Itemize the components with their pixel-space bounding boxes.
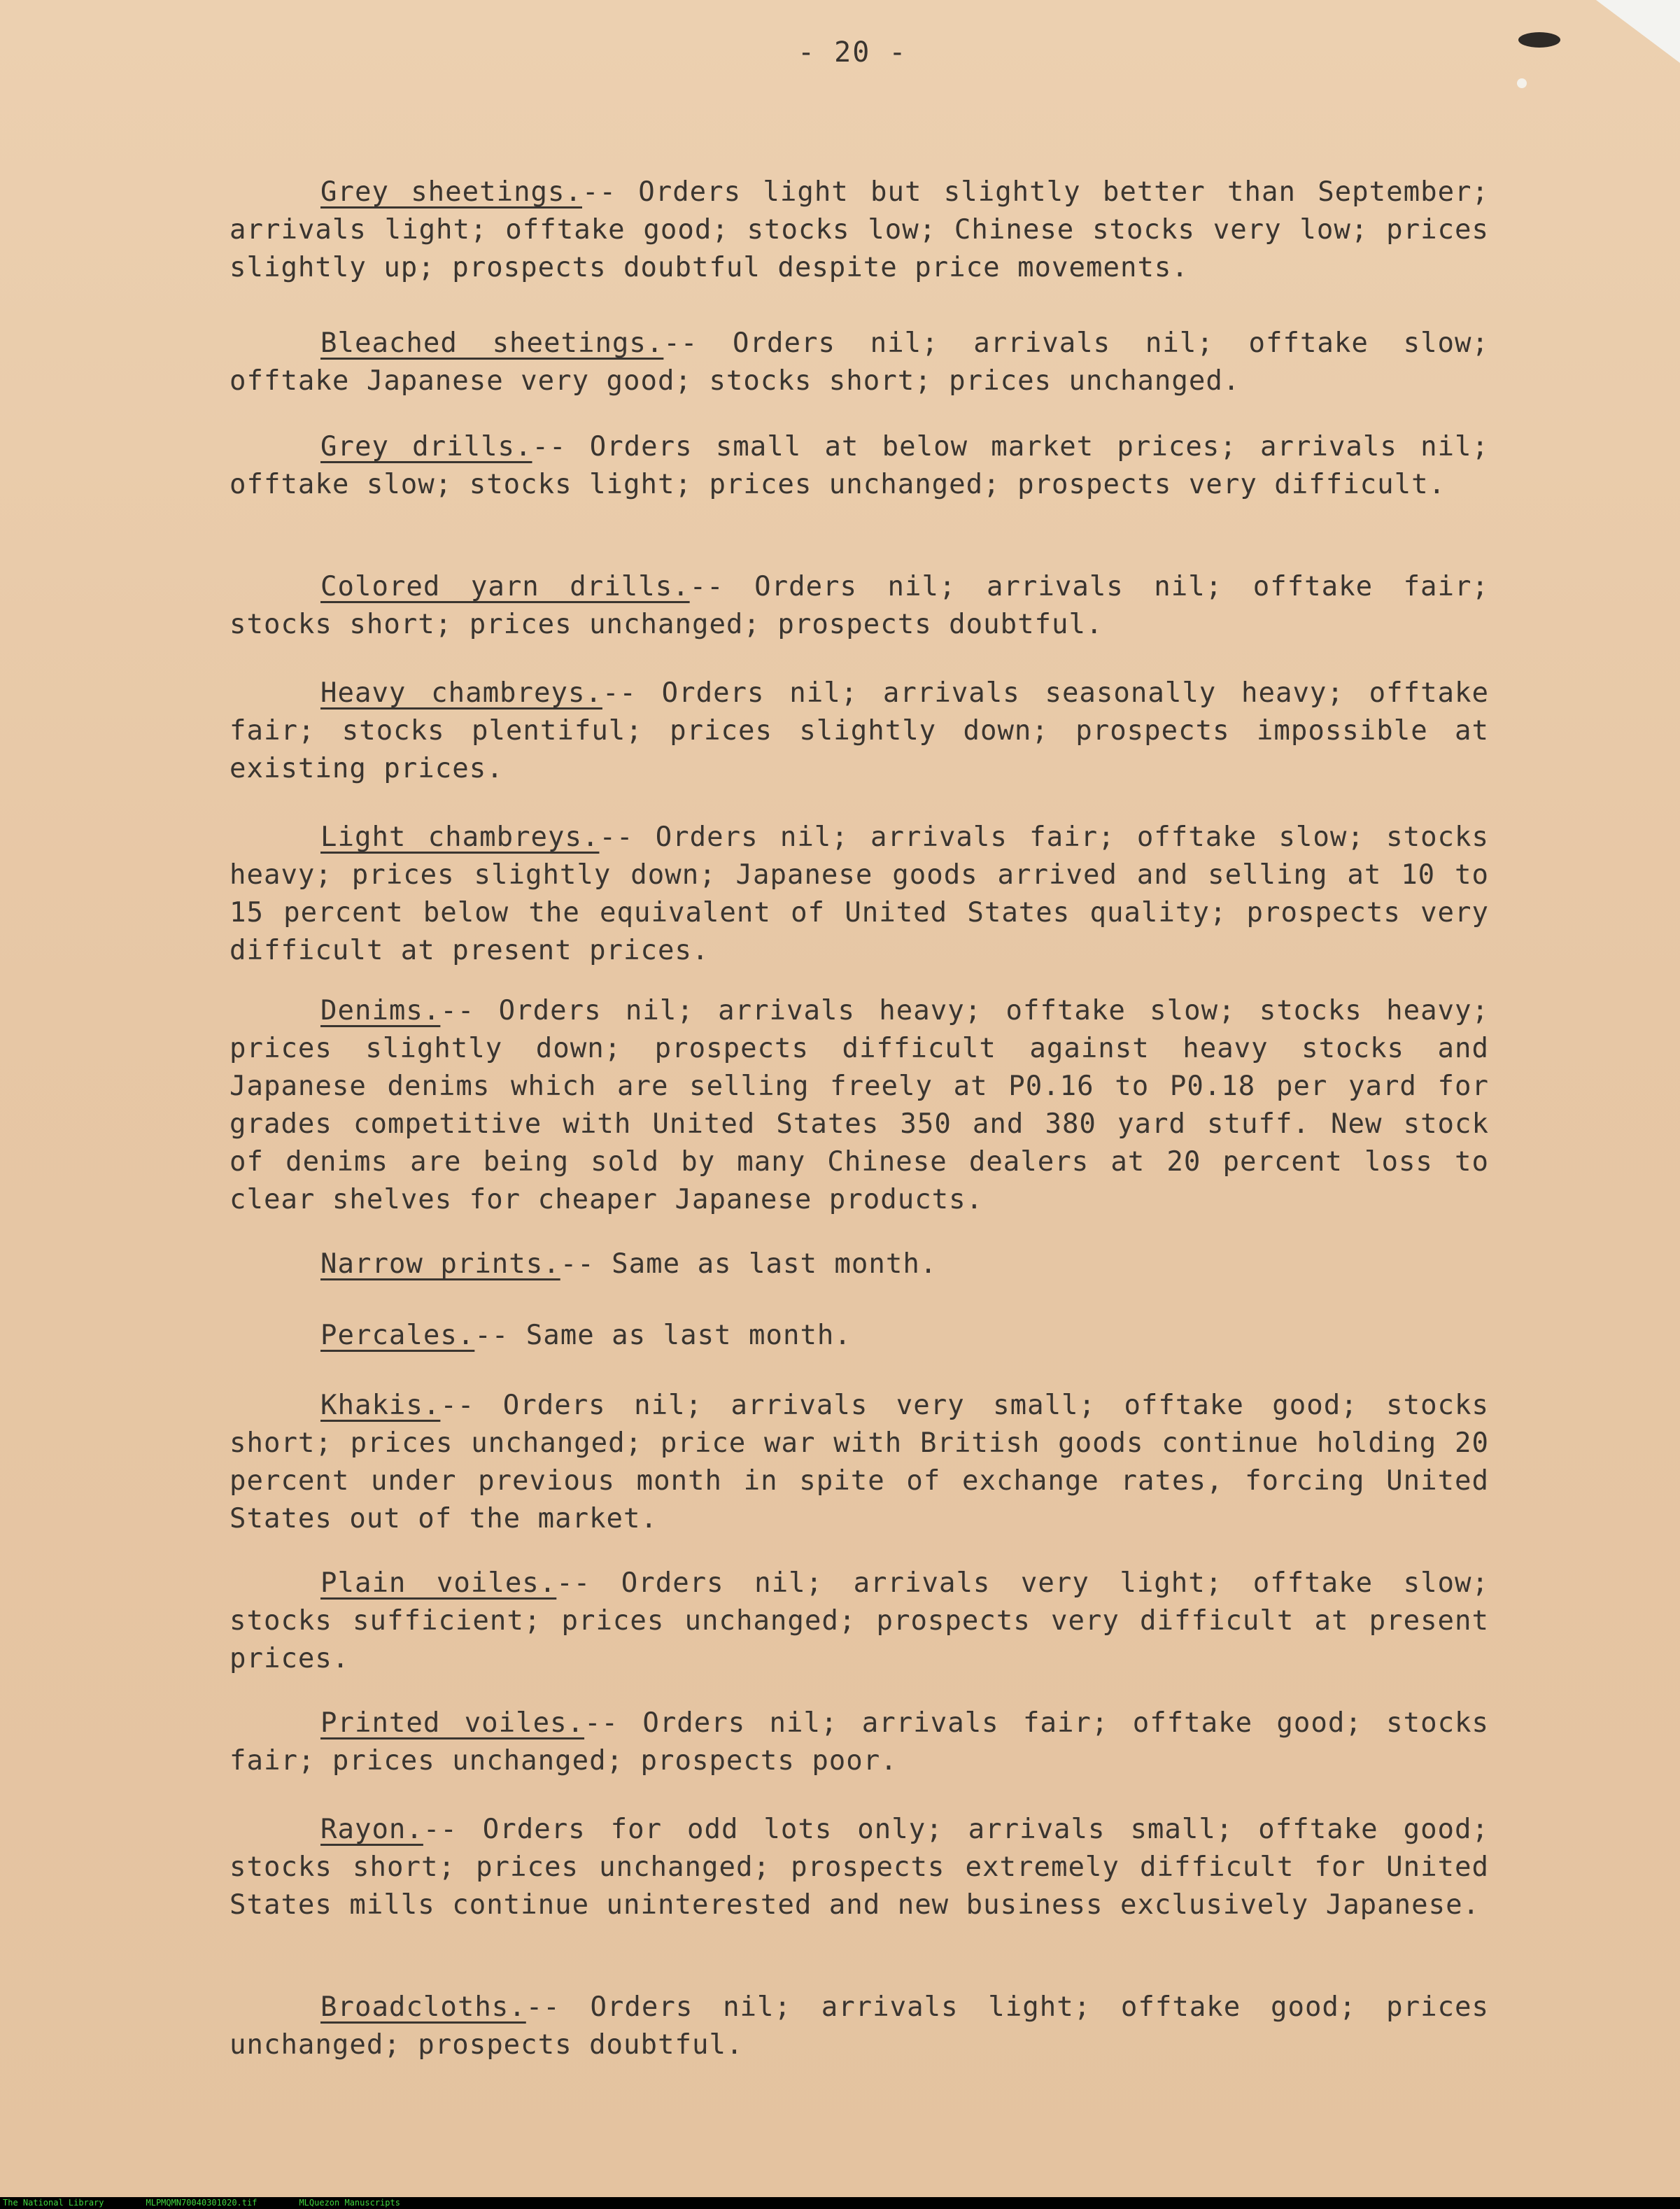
entry-text: -- Same as last month. (560, 1248, 938, 1280)
entry-text: -- Orders nil; arrivals nil; offtake fair; stocks short; prices unchanged; prospects doubtful. (230, 571, 1489, 640)
entry-heading: Light chambreys. (320, 821, 600, 853)
page-number: - 20 - (798, 36, 908, 69)
ink-blot (1518, 32, 1560, 48)
entry-heading: Colored yarn drills. (320, 571, 690, 602)
entry-narrow-prints (230, 1245, 1489, 1283)
entry-colored-yarn-drills (230, 568, 1489, 644)
entry-text: -- Orders nil; arrivals fair; offtake good; stocks fair; prices unchanged; prospects poor. (230, 1707, 1490, 1777)
entry-plain-voiles (230, 1565, 1489, 1678)
entry-text: -- Orders small at below market prices; arrivals nil; offtake slow; stocks light; prices unchanged; prospects very difficult. (230, 431, 1489, 500)
entry-heading: Broadcloths. (320, 1991, 526, 2023)
ink-blot (1517, 78, 1527, 88)
entry-rayon (230, 1811, 1489, 1924)
entry-light-chambreys (230, 819, 1489, 970)
entry-heading: Grey drills. (320, 431, 532, 463)
entry-heading: Denims. (320, 995, 441, 1026)
scan-footer (0, 2197, 1680, 2209)
entry-heading: Khakis. (320, 1390, 441, 1421)
footer-library: The National Library (3, 2198, 104, 2208)
entry-heavy-chambreys (230, 675, 1489, 788)
entry-text: -- Orders nil; arrivals nil; offtake slow; offtake Japanese very good; stocks short; prices unchanged. (230, 327, 1489, 397)
entry-text: -- Orders nil; arrivals very small; offtake good; stocks short; prices unchanged; price war with British goods continue holding 20 percent under previous month in spite of exchange rates, forcing United States out of the market. (230, 1390, 1489, 1534)
entry-text: -- Orders nil; arrivals fair; offtake slow; stocks heavy; prices slightly down; Japanese goods arrived and selling at 10 to 15 percent below the equivalent of United States quality; prospects very difficult at present prices. (230, 821, 1489, 966)
entry-text: -- Orders nil; arrivals seasonally heavy; offtake fair; stocks plentiful; prices slightly down; prospects impossible at existing prices. (230, 677, 1489, 784)
entry-printed-voiles (230, 1705, 1489, 1780)
entry-heading: Grey sheetings. (320, 176, 582, 208)
entry-grey-drills (230, 428, 1489, 504)
entry-khakis (230, 1387, 1489, 1538)
entry-heading: Rayon. (320, 1814, 423, 1845)
footer-file: MLPMQMN70040301020.tif (146, 2198, 257, 2208)
footer-collection: MLQuezon Manuscripts (299, 2198, 400, 2208)
entry-text: -- Same as last month. (474, 1320, 852, 1351)
entry-heading: Narrow prints. (320, 1248, 560, 1280)
entry-text: -- Orders nil; arrivals very light; offtake slow; stocks sufficient; prices unchanged; prospects very difficult at present prices. (230, 1567, 1489, 1674)
entry-text: -- Orders nil; arrivals heavy; offtake slow; stocks heavy; prices slightly down; prospects difficult against heavy stocks and Japanese denims which are selling freely at P0.16 to P0.18 per yard for grades competitive with United States 350 and 380 yard stuff. New stock of denims are being sold by many Chinese dealers at 20 percent loss to clear shelves for cheaper Japanese products. (230, 995, 1489, 1215)
entry-denims (230, 992, 1489, 1219)
entry-grey-sheetings (230, 174, 1489, 287)
entry-text: -- Orders nil; arrivals light; offtake good; prices unchanged; prospects doubtful. (230, 1991, 1489, 2061)
entry-heading: Heavy chambreys. (320, 677, 602, 709)
entry-percales (230, 1317, 1489, 1355)
entry-text: -- Orders for odd lots only; arrivals small; offtake good; stocks short; prices unchanged; prospects extremely difficult for United States mills continue uninterested and new business exclusively Japanese. (230, 1814, 1489, 1921)
folded-corner (1596, 0, 1680, 63)
entry-heading: Bleached sheetings. (320, 327, 664, 359)
entry-text: -- Orders light but slightly better than September; arrivals light; offtake good; stocks low; Chinese stocks very low; prices slightly up; prospects doubtful despite price movements. (230, 176, 1490, 283)
entry-broadcloths (230, 1989, 1489, 2064)
entry-bleached-sheetings (230, 325, 1489, 400)
entry-heading: Plain voiles. (320, 1567, 557, 1599)
entry-heading: Percales. (320, 1320, 475, 1351)
entry-heading: Printed voiles. (320, 1707, 585, 1739)
